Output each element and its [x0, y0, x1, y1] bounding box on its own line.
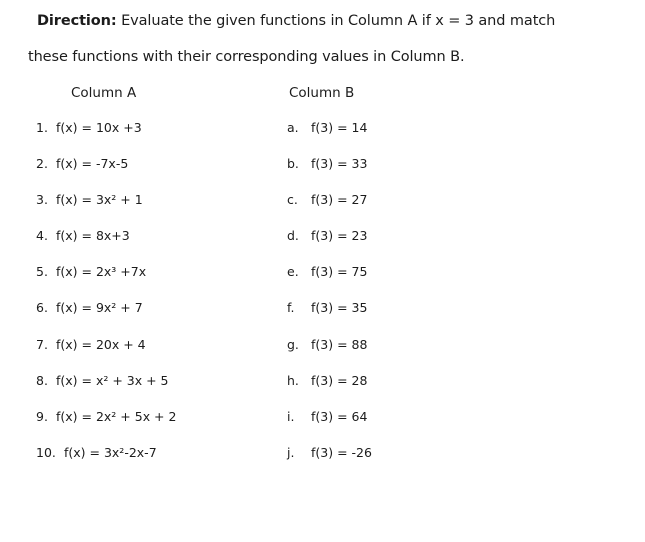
table-row [0, 156, 645, 192]
column-b-item [287, 409, 367, 424]
item-letter: e. [287, 264, 299, 280]
column-b-item [287, 264, 367, 279]
function-expression: f(x) = 2x² + 5x + 2 [55, 408, 177, 424]
direction-text-1: Evaluate the given functions in Column A if x = 3 and match [121, 13, 556, 29]
function-value: f(3) = 27 [310, 192, 368, 208]
column-a-item [36, 228, 130, 243]
table-row [0, 192, 645, 228]
item-number: 2. [36, 156, 48, 172]
item-letter: j. [287, 444, 295, 460]
item-letter: a. [287, 120, 299, 135]
function-value: f(3) = 14 [310, 120, 368, 135]
item-letter: h. [287, 372, 299, 388]
item-number: 9. [36, 408, 48, 424]
item-number: 10. [36, 444, 56, 460]
column-b-item [287, 228, 367, 243]
column-b-item [287, 373, 367, 388]
item-letter: g. [287, 336, 299, 352]
function-expression: f(x) = 8x+3 [55, 228, 130, 244]
column-a-item [36, 445, 157, 460]
function-value: f(3) = 28 [310, 372, 368, 388]
table-row [0, 300, 645, 336]
item-letter: i. [287, 408, 295, 424]
column-b-item [287, 300, 367, 315]
column-a-item [36, 120, 142, 135]
function-expression: f(x) = 3x²-2x-7 [63, 444, 157, 460]
item-number: 7. [36, 336, 48, 352]
function-value: f(3) = 75 [310, 264, 368, 280]
item-number: 8. [36, 372, 48, 388]
function-expression: f(x) = 2x³ +7x [55, 264, 147, 280]
item-letter: b. [287, 156, 299, 172]
table-row [0, 228, 645, 264]
function-value: f(3) = -26 [310, 444, 372, 460]
matching-table [0, 120, 645, 481]
function-value: f(3) = 35 [310, 300, 368, 316]
item-number: 3. [36, 192, 48, 208]
column-a-item [36, 192, 143, 207]
table-row [0, 264, 645, 300]
column-a-item [36, 337, 146, 352]
function-expression: f(x) = -7x-5 [55, 156, 129, 172]
item-letter: f. [287, 300, 295, 316]
function-expression: f(x) = 20x + 4 [55, 336, 146, 352]
item-number: 6. [36, 300, 48, 316]
table-row [0, 373, 645, 409]
item-number: 5. [36, 264, 48, 280]
table-row [0, 409, 645, 445]
column-b-item [287, 337, 367, 352]
column-a-header: Column A [71, 85, 137, 101]
direction-line-1 [37, 13, 555, 29]
table-row [0, 445, 645, 481]
item-letter: c. [287, 192, 298, 208]
column-b-item [287, 445, 372, 460]
function-expression: f(x) = 10x +3 [55, 120, 142, 135]
column-b-header: Column B [289, 85, 355, 101]
function-expression: f(x) = 9x² + 7 [55, 300, 143, 316]
column-b-item [287, 156, 367, 171]
direction-label: Direction: [37, 13, 117, 29]
column-a-item [36, 373, 169, 388]
function-value: f(3) = 23 [310, 228, 368, 244]
function-value: f(3) = 88 [310, 336, 368, 352]
table-row [0, 337, 645, 373]
function-value: f(3) = 33 [310, 156, 368, 172]
column-b-item [287, 192, 367, 207]
item-letter: d. [287, 228, 299, 244]
function-expression: f(x) = x² + 3x + 5 [55, 372, 169, 388]
item-number: 1. [36, 120, 48, 135]
column-a-item [36, 409, 176, 424]
column-a-item [36, 156, 128, 171]
column-b-item [287, 120, 367, 135]
table-row [0, 120, 645, 156]
direction-line-2: these functions with their corresponding values in Column B. [28, 49, 465, 65]
column-a-item [36, 300, 143, 315]
function-expression: f(x) = 3x² + 1 [55, 192, 143, 208]
column-a-item [36, 264, 146, 279]
function-value: f(3) = 64 [310, 408, 368, 424]
item-number: 4. [36, 228, 48, 244]
